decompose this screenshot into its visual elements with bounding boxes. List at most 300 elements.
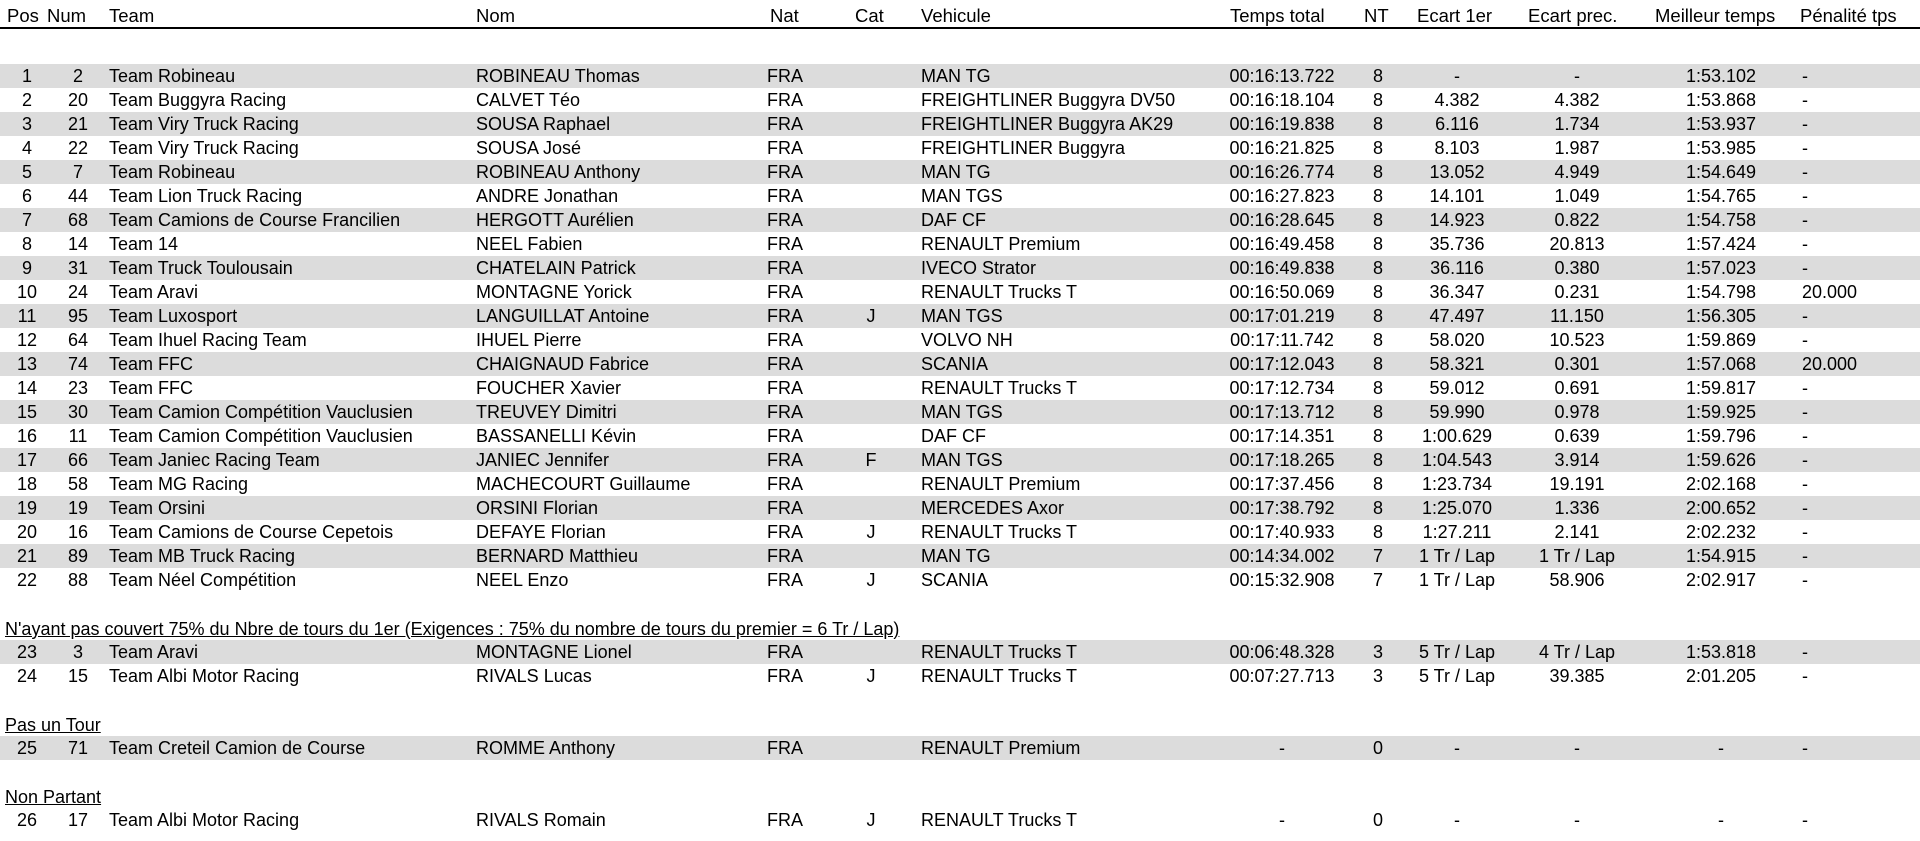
cell-num: 3: [72, 642, 84, 662]
cell-pos: 24: [16, 666, 38, 686]
table-row: [0, 376, 1920, 400]
cell-vehicule: SCANIA: [921, 354, 989, 374]
header-team: Team: [109, 5, 155, 26]
cell-penalite: -: [1802, 450, 1808, 470]
cell-vehicule: FREIGHTLINER Buggyra AK29: [921, 114, 1174, 134]
cell-ecart-prec: 19.191: [1549, 474, 1605, 494]
header-ecart-prec: Ecart prec.: [1528, 5, 1618, 26]
cell-meilleur: -: [1718, 810, 1724, 830]
cell-pos: 6: [21, 186, 33, 206]
cell-nom: LANGUILLAT Antoine: [476, 306, 650, 326]
cell-cat: J: [866, 810, 876, 830]
cell-temps-total: 00:16:21.825: [1229, 138, 1335, 158]
cell-meilleur: 1:53.868: [1685, 90, 1757, 110]
cell-pos: 8: [21, 234, 33, 254]
table-row: [0, 664, 1920, 688]
cell-nom: BASSANELLI Kévin: [476, 426, 637, 446]
cell-nat: FRA: [767, 210, 803, 230]
cell-nt: 0: [1372, 810, 1384, 830]
cell-nom: SOUSA José: [476, 138, 582, 158]
cell-pos: 26: [16, 810, 38, 830]
cell-ecart-1er: 36.116: [1430, 258, 1484, 278]
table-row: [0, 88, 1920, 112]
cell-ecart-1er: 1:25.070: [1421, 498, 1493, 518]
cell-vehicule: DAF CF: [921, 426, 986, 446]
cell-cat: J: [866, 306, 876, 326]
cell-nat: FRA: [767, 66, 803, 86]
cell-nat: FRA: [767, 258, 803, 278]
cell-pos: 17: [16, 450, 38, 470]
cell-penalite: -: [1802, 90, 1808, 110]
cell-num: 30: [67, 402, 89, 422]
cell-penalite: -: [1802, 810, 1808, 830]
cell-num: 2: [72, 66, 84, 86]
cell-nt: 8: [1372, 306, 1384, 326]
cell-nt: 8: [1372, 378, 1384, 398]
cell-ecart-1er: -: [1454, 66, 1460, 86]
cell-nt: 8: [1372, 402, 1384, 422]
cell-team: Team Truck Toulousain: [109, 258, 293, 278]
cell-ecart-1er: 13.052: [1429, 162, 1485, 182]
cell-nom: DEFAYE Florian: [476, 522, 606, 542]
table-row: [0, 352, 1920, 376]
cell-penalite: -: [1802, 66, 1808, 86]
cell-penalite: -: [1802, 474, 1808, 494]
cell-vehicule: RENAULT Trucks T: [921, 642, 1078, 662]
cell-num: 21: [67, 114, 89, 134]
cell-ecart-1er: 35.736: [1429, 234, 1485, 254]
cell-ecart-prec: 11.150: [1550, 306, 1604, 326]
cell-meilleur: 2:00.652: [1685, 498, 1757, 518]
cell-nat: FRA: [767, 162, 803, 182]
cell-ecart-1er: 5 Tr / Lap: [1418, 642, 1496, 662]
table-row: [0, 568, 1920, 592]
cell-vehicule: MAN TGS: [921, 306, 1003, 326]
cell-num: 64: [67, 330, 89, 350]
cell-ecart-prec: 0.639: [1554, 426, 1600, 446]
cell-meilleur: 1:57.068: [1685, 354, 1757, 374]
cell-meilleur: 1:53.985: [1685, 138, 1757, 158]
cell-nom: NEEL Fabien: [476, 234, 583, 254]
cell-nat: FRA: [767, 330, 803, 350]
cell-penalite: -: [1802, 186, 1808, 206]
cell-num: 17: [67, 810, 89, 830]
cell-vehicule: RENAULT Premium: [921, 474, 1081, 494]
cell-nat: FRA: [767, 546, 803, 566]
header-pos: Pos: [7, 5, 39, 26]
cell-penalite: -: [1802, 498, 1808, 518]
cell-meilleur: 2:02.917: [1685, 570, 1757, 590]
cell-temps-total: 00:17:18.265: [1229, 450, 1335, 470]
cell-temps-total: 00:16:28.645: [1229, 210, 1335, 230]
header-cat: Cat: [855, 5, 884, 26]
cell-nat: FRA: [767, 378, 803, 398]
cell-temps-total: 00:17:37.456: [1229, 474, 1335, 494]
cell-pos: 12: [16, 330, 38, 350]
cell-vehicule: VOLVO NH: [921, 330, 1013, 350]
cell-pos: 1: [21, 66, 33, 86]
cell-cat: J: [866, 666, 876, 686]
cell-pos: 18: [16, 474, 38, 494]
cell-nom: IHUEL Pierre: [476, 330, 582, 350]
cell-team: Team Albi Motor Racing: [109, 666, 300, 686]
cell-nom: ANDRE Jonathan: [476, 186, 619, 206]
cell-nat: FRA: [767, 282, 803, 302]
cell-num: 74: [67, 354, 89, 374]
cell-nom: HERGOTT Aurélien: [476, 210, 634, 230]
cell-nt: 8: [1372, 354, 1384, 374]
cell-nom: NEEL Enzo: [476, 570, 569, 590]
cell-team: Team Aravi: [109, 642, 199, 662]
cell-nat: FRA: [767, 450, 803, 470]
cell-vehicule: MAN TG: [921, 162, 991, 182]
section-title-not-covered: N'ayant pas couvert 75% du Nbre de tours du 1er (Exigences : 75% du nombre de tours du premier = 6 Tr / Lap): [5, 619, 900, 639]
cell-nom: ORSINI Florian: [476, 498, 599, 518]
cell-vehicule: FREIGHTLINER Buggyra DV50: [921, 90, 1176, 110]
cell-ecart-1er: -: [1454, 738, 1460, 758]
cell-temps-total: 00:16:26.774: [1229, 162, 1335, 182]
cell-temps-total: 00:16:19.838: [1229, 114, 1335, 134]
section-title-non-starter: Non Partant: [5, 787, 102, 807]
cell-num: 44: [67, 186, 89, 206]
cell-meilleur: 1:57.023: [1685, 258, 1757, 278]
cell-ecart-prec: 0.978: [1554, 402, 1600, 422]
cell-num: 16: [67, 522, 89, 542]
cell-penalite: -: [1802, 426, 1808, 446]
cell-pos: 7: [21, 210, 33, 230]
cell-num: 88: [67, 570, 89, 590]
cell-nt: 8: [1372, 162, 1384, 182]
cell-num: 24: [67, 282, 89, 302]
cell-nom: ROMME Anthony: [476, 738, 616, 758]
cell-nom: JANIEC Jennifer: [476, 450, 610, 470]
cell-vehicule: RENAULT Trucks T: [921, 378, 1078, 398]
cell-team: Team FFC: [109, 378, 194, 398]
cell-meilleur: 2:01.205: [1685, 666, 1757, 686]
cell-ecart-prec: 4 Tr / Lap: [1538, 642, 1616, 662]
cell-num: 89: [67, 546, 89, 566]
cell-ecart-prec: 1.734: [1554, 114, 1600, 134]
table-row: [0, 304, 1920, 328]
cell-team: Team Camions de Course Cepetois: [109, 522, 394, 542]
cell-ecart-prec: 0.691: [1554, 378, 1600, 398]
cell-nat: FRA: [767, 114, 803, 134]
cell-nat: FRA: [767, 186, 803, 206]
cell-nom: MONTAGNE Yorick: [476, 282, 632, 302]
cell-num: 19: [67, 498, 89, 518]
table-row: [0, 544, 1920, 568]
cell-vehicule: RENAULT Trucks T: [921, 282, 1078, 302]
cell-team: Team Robineau: [109, 66, 236, 86]
cell-nom: SOUSA Raphael: [476, 114, 611, 134]
cell-temps-total: 00:15:32.908: [1229, 570, 1335, 590]
cell-pos: 16: [16, 426, 38, 446]
cell-ecart-prec: -: [1574, 66, 1580, 86]
cell-ecart-1er: 47.497: [1429, 306, 1485, 326]
cell-num: 22: [67, 138, 89, 158]
table-row: [0, 808, 1920, 832]
cell-meilleur: 1:54.649: [1685, 162, 1757, 182]
cell-temps-total: 00:16:49.458: [1229, 234, 1335, 254]
cell-nat: FRA: [767, 738, 803, 758]
table-row: [0, 472, 1920, 496]
cell-meilleur: 1:59.817: [1685, 378, 1757, 398]
cell-ecart-prec: 1.987: [1554, 138, 1600, 158]
cell-meilleur: 1:59.869: [1685, 330, 1757, 350]
cell-team: Team Viry Truck Racing: [109, 138, 299, 158]
cell-vehicule: MAN TGS: [921, 450, 1003, 470]
cell-temps-total: 00:17:12.734: [1229, 378, 1335, 398]
cell-meilleur: 1:56.305: [1685, 306, 1757, 326]
cell-vehicule: MAN TGS: [921, 402, 1003, 422]
cell-num: 66: [67, 450, 89, 470]
cell-nat: FRA: [767, 402, 803, 422]
cell-meilleur: 2:02.232: [1685, 522, 1757, 542]
cell-ecart-1er: 14.923: [1429, 210, 1485, 230]
cell-num: 7: [72, 162, 84, 182]
cell-team: Team Aravi: [109, 282, 199, 302]
cell-temps-total: 00:16:13.722: [1229, 66, 1335, 86]
table-row: [0, 160, 1920, 184]
cell-temps-total: 00:16:50.069: [1229, 282, 1335, 302]
cell-meilleur: 1:59.925: [1685, 402, 1757, 422]
cell-nt: 8: [1372, 114, 1384, 134]
cell-num: 11: [68, 426, 88, 446]
header-nat: Nat: [770, 5, 799, 26]
cell-ecart-1er: -: [1454, 810, 1460, 830]
cell-ecart-prec: 4.382: [1554, 90, 1600, 110]
cell-penalite: -: [1802, 114, 1808, 134]
cell-meilleur: 1:54.765: [1685, 186, 1757, 206]
cell-temps-total: 00:16:18.104: [1229, 90, 1335, 110]
cell-nat: FRA: [767, 810, 803, 830]
cell-nt: 8: [1372, 450, 1384, 470]
cell-vehicule: MAN TG: [921, 546, 991, 566]
table-row: [0, 736, 1920, 760]
cell-nom: CHAIGNAUD Fabrice: [476, 354, 650, 374]
cell-team: Team MG Racing: [109, 474, 249, 494]
cell-penalite: 20.000: [1802, 354, 1858, 374]
cell-vehicule: MAN TGS: [921, 186, 1003, 206]
cell-penalite: -: [1802, 210, 1808, 230]
cell-ecart-1er: 36.347: [1429, 282, 1485, 302]
cell-team: Team Camion Compétition Vauclusien: [109, 426, 413, 446]
cell-ecart-prec: -: [1574, 738, 1580, 758]
table-row: [0, 328, 1920, 352]
header-penalite: Pénalité tps: [1800, 5, 1897, 26]
cell-num: 23: [67, 378, 89, 398]
cell-ecart-prec: 0.380: [1554, 258, 1600, 278]
cell-pos: 11: [17, 306, 37, 326]
cell-ecart-1er: 5 Tr / Lap: [1418, 666, 1496, 686]
cell-nom: CALVET Téo: [476, 90, 581, 110]
cell-pos: 15: [16, 402, 38, 422]
cell-vehicule: DAF CF: [921, 210, 986, 230]
cell-vehicule: SCANIA: [921, 570, 989, 590]
cell-nom: FOUCHER Xavier: [476, 378, 622, 398]
cell-ecart-1er: 6.116: [1435, 114, 1479, 134]
cell-meilleur: 1:59.626: [1685, 450, 1757, 470]
cell-nat: FRA: [767, 90, 803, 110]
cell-meilleur: 1:54.758: [1685, 210, 1757, 230]
cell-temps-total: -: [1279, 738, 1285, 758]
table-row: [0, 208, 1920, 232]
cell-vehicule: FREIGHTLINER Buggyra: [921, 138, 1126, 158]
cell-num: 14: [67, 234, 89, 254]
cell-nom: TREUVEY Dimitri: [476, 402, 617, 422]
results-table-header: [0, 0, 1920, 29]
cell-nom: MONTAGNE Lionel: [476, 642, 632, 662]
cell-cat: J: [866, 570, 876, 590]
cell-meilleur: 1:59.796: [1685, 426, 1757, 446]
cell-num: 20: [67, 90, 89, 110]
cell-vehicule: RENAULT Trucks T: [921, 666, 1078, 686]
cell-team: Team MB Truck Racing: [109, 546, 296, 566]
cell-nat: FRA: [767, 234, 803, 254]
cell-pos: 10: [16, 282, 38, 302]
cell-team: Team Albi Motor Racing: [109, 810, 300, 830]
cell-ecart-1er: 58.020: [1429, 330, 1485, 350]
cell-vehicule: IVECO Strator: [921, 258, 1037, 278]
cell-nat: FRA: [767, 354, 803, 374]
cell-temps-total: 00:17:40.933: [1229, 522, 1335, 542]
table-row: [0, 256, 1920, 280]
cell-nom: RIVALS Lucas: [476, 666, 592, 686]
cell-meilleur: 2:02.168: [1685, 474, 1757, 494]
cell-nt: 8: [1372, 474, 1384, 494]
header-nom: Nom: [476, 5, 516, 26]
cell-nt: 8: [1372, 282, 1384, 302]
cell-ecart-1er: 14.101: [1429, 186, 1485, 206]
cell-meilleur: -: [1718, 738, 1724, 758]
cell-ecart-1er: 1:00.629: [1421, 426, 1493, 446]
cell-nom: RIVALS Romain: [476, 810, 606, 830]
table-row: [0, 232, 1920, 256]
cell-temps-total: 00:14:34.002: [1229, 546, 1335, 566]
cell-team: Team Viry Truck Racing: [109, 114, 299, 134]
cell-meilleur: 1:57.424: [1685, 234, 1757, 254]
cell-team: Team Lion Truck Racing: [109, 186, 303, 206]
cell-ecart-prec: 1 Tr / Lap: [1538, 546, 1616, 566]
cell-nat: FRA: [767, 306, 803, 326]
cell-nt: 8: [1372, 186, 1384, 206]
cell-meilleur: 1:53.937: [1685, 114, 1757, 134]
cell-ecart-prec: 58.906: [1549, 570, 1605, 590]
cell-ecart-prec: -: [1574, 810, 1580, 830]
cell-meilleur: 1:53.102: [1685, 66, 1757, 86]
cell-penalite: -: [1802, 402, 1808, 422]
cell-ecart-prec: 0.301: [1554, 354, 1600, 374]
cell-nat: FRA: [767, 666, 803, 686]
cell-num: 71: [67, 738, 89, 758]
cell-team: Team FFC: [109, 354, 194, 374]
cell-nom: CHATELAIN Patrick: [476, 258, 636, 278]
cell-pos: 19: [16, 498, 38, 518]
cell-team: Team Ihuel Racing Team: [109, 330, 307, 350]
cell-nt: 8: [1372, 522, 1384, 542]
cell-team: Team Creteil Camion de Course: [109, 738, 366, 758]
cell-nt: 8: [1372, 258, 1384, 278]
cell-temps-total: 00:17:11.742: [1230, 330, 1334, 350]
header-vehicule: Vehicule: [921, 5, 991, 26]
cell-pos: 4: [21, 138, 33, 158]
cell-vehicule: RENAULT Trucks T: [921, 810, 1078, 830]
cell-temps-total: 00:17:38.792: [1229, 498, 1335, 518]
cell-nt: 0: [1372, 738, 1384, 758]
cell-nt: 8: [1372, 498, 1384, 518]
cell-ecart-prec: 3.914: [1554, 450, 1600, 470]
cell-temps-total: 00:16:27.823: [1229, 186, 1335, 206]
cell-nt: 3: [1372, 642, 1384, 662]
cell-nt: 8: [1372, 66, 1384, 86]
cell-ecart-1er: 1:27.211: [1422, 522, 1492, 542]
cell-pos: 23: [16, 642, 38, 662]
table-row: [0, 64, 1920, 88]
cell-temps-total: 00:17:01.219: [1229, 306, 1335, 326]
cell-nt: 8: [1372, 138, 1384, 158]
cell-nat: FRA: [767, 570, 803, 590]
table-row: [0, 184, 1920, 208]
cell-pos: 25: [16, 738, 38, 758]
cell-pos: 21: [16, 546, 38, 566]
cell-temps-total: -: [1279, 810, 1285, 830]
cell-vehicule: RENAULT Premium: [921, 234, 1081, 254]
cell-nat: FRA: [767, 498, 803, 518]
cell-team: Team Buggyra Racing: [109, 90, 287, 110]
cell-ecart-prec: 0.822: [1554, 210, 1600, 230]
header-temps-total: Temps total: [1230, 5, 1325, 26]
cell-meilleur: 1:54.915: [1685, 546, 1757, 566]
cell-team: Team Robineau: [109, 162, 236, 182]
cell-penalite: -: [1802, 258, 1808, 278]
cell-ecart-1er: 59.012: [1429, 378, 1485, 398]
cell-penalite: -: [1802, 738, 1808, 758]
cell-ecart-1er: 4.382: [1434, 90, 1480, 110]
cell-ecart-1er: 58.321: [1429, 354, 1485, 374]
table-row: [0, 424, 1920, 448]
cell-meilleur: 1:54.798: [1685, 282, 1757, 302]
cell-temps-total: 00:17:14.351: [1229, 426, 1335, 446]
cell-ecart-prec: 10.523: [1549, 330, 1605, 350]
cell-temps-total: 00:06:48.328: [1229, 642, 1335, 662]
cell-team: Team Camion Compétition Vauclusien: [109, 402, 413, 422]
cell-nat: FRA: [767, 474, 803, 494]
cell-pos: 5: [21, 162, 33, 182]
cell-team: Team Néel Compétition: [109, 570, 297, 590]
cell-ecart-1er: 1:23.734: [1421, 474, 1493, 494]
cell-penalite: -: [1802, 546, 1808, 566]
cell-temps-total: 00:17:13.712: [1229, 402, 1335, 422]
cell-cat: J: [866, 522, 876, 542]
cell-penalite: -: [1802, 306, 1808, 326]
cell-num: 15: [67, 666, 89, 686]
table-row: [0, 280, 1920, 304]
cell-ecart-1er: 59.990: [1429, 402, 1485, 422]
cell-nt: 7: [1372, 546, 1384, 566]
cell-penalite: -: [1802, 234, 1808, 254]
cell-temps-total: 00:16:49.838: [1229, 258, 1335, 278]
table-row: [0, 136, 1920, 160]
table-row: [0, 400, 1920, 424]
cell-num: 68: [67, 210, 89, 230]
cell-nom: BERNARD Matthieu: [476, 546, 639, 566]
table-row: [0, 448, 1920, 472]
section-title-no-lap: Pas un Tour: [5, 715, 101, 735]
cell-team: Team 14: [109, 234, 179, 254]
cell-nt: 7: [1372, 570, 1384, 590]
header-nt: NT: [1364, 5, 1389, 26]
cell-team: Team Orsini: [109, 498, 206, 518]
